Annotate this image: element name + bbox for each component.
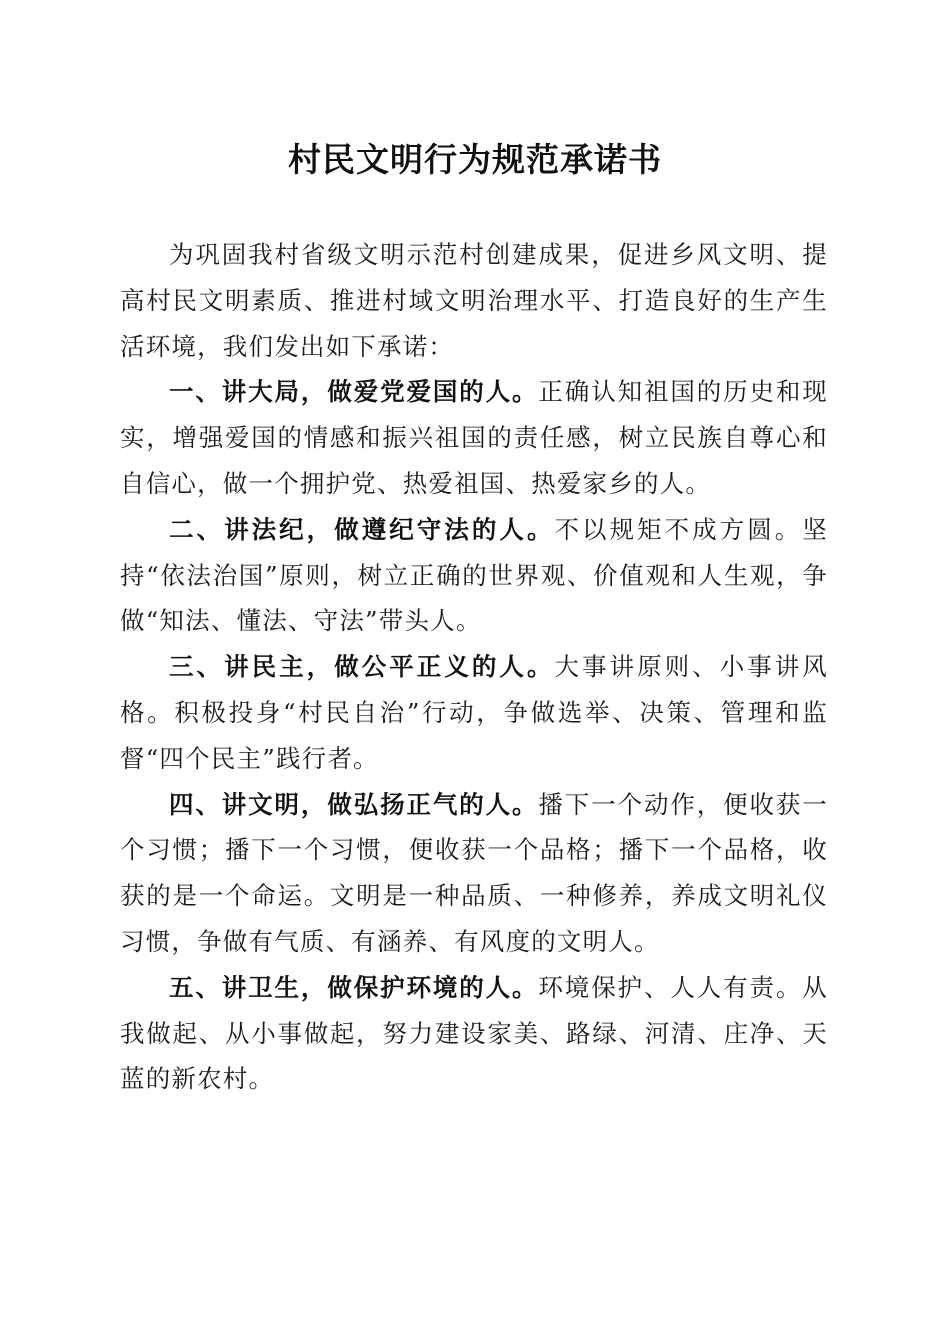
pledge-item-2: [120, 507, 828, 644]
document-body: [120, 232, 828, 1102]
pledge-item-5: [120, 965, 828, 1102]
pledge-text: 播下一个动作，便收获一个习惯；播下一个习惯，便收获一个品格；播下一个品格，收获的是一个命运。文明是一种品质、一种修养，养成文明礼仪习惯，争做有气质、有涵养、有风度的文明人。: [120, 789, 828, 956]
pledge-text: 大事讲原则、小事讲风格。积极投身“村民自治”行动，争做选举、决策、管理和监督“四个民主”践行者。: [120, 652, 828, 773]
pledge-item-1: [120, 369, 828, 506]
document-title: 村民文明行为规范承诺书: [288, 140, 662, 179]
pledge-heading: 三、讲民主，做公平正义的人。: [169, 652, 555, 682]
pledge-item-4: [120, 782, 828, 965]
pledge-heading: 二、讲法纪，做遵纪守法的人。: [169, 514, 555, 544]
intro-paragraph: 为巩固我村省级文明示范村创建成果，促进乡风文明、提高村民文明素质、推进村域文明治理水平、打造良好的生产生活环境，我们发出如下承诺：: [120, 240, 828, 361]
pledge-text: 正确认知祖国的历史和现实，增强爱国的情感和振兴祖国的责任感，树立民族自尊心和自信心，做一个拥护党、热爱祖国、热爱家乡的人。: [120, 377, 828, 498]
pledge-item-3: [120, 644, 828, 781]
pledge-text: 环境保护、人人有责。从我做起、从小事做起，努力建设家美、路绿、河清、庄净、天蓝的新农村。: [120, 972, 828, 1094]
pledge-heading: 五、讲卫生，做保护环境的人。: [169, 972, 539, 1002]
pledge-text: 不以规矩不成方圆。坚持“依法治国”原则，树立正确的世界观、价值观和人生观，争做“知法、懂法、守法”带头人。: [120, 514, 828, 636]
pledge-heading: 一、讲大局，做爱党爱国的人。: [169, 377, 539, 407]
pledge-heading: 四、讲文明，做弘扬正气的人。: [169, 789, 539, 819]
